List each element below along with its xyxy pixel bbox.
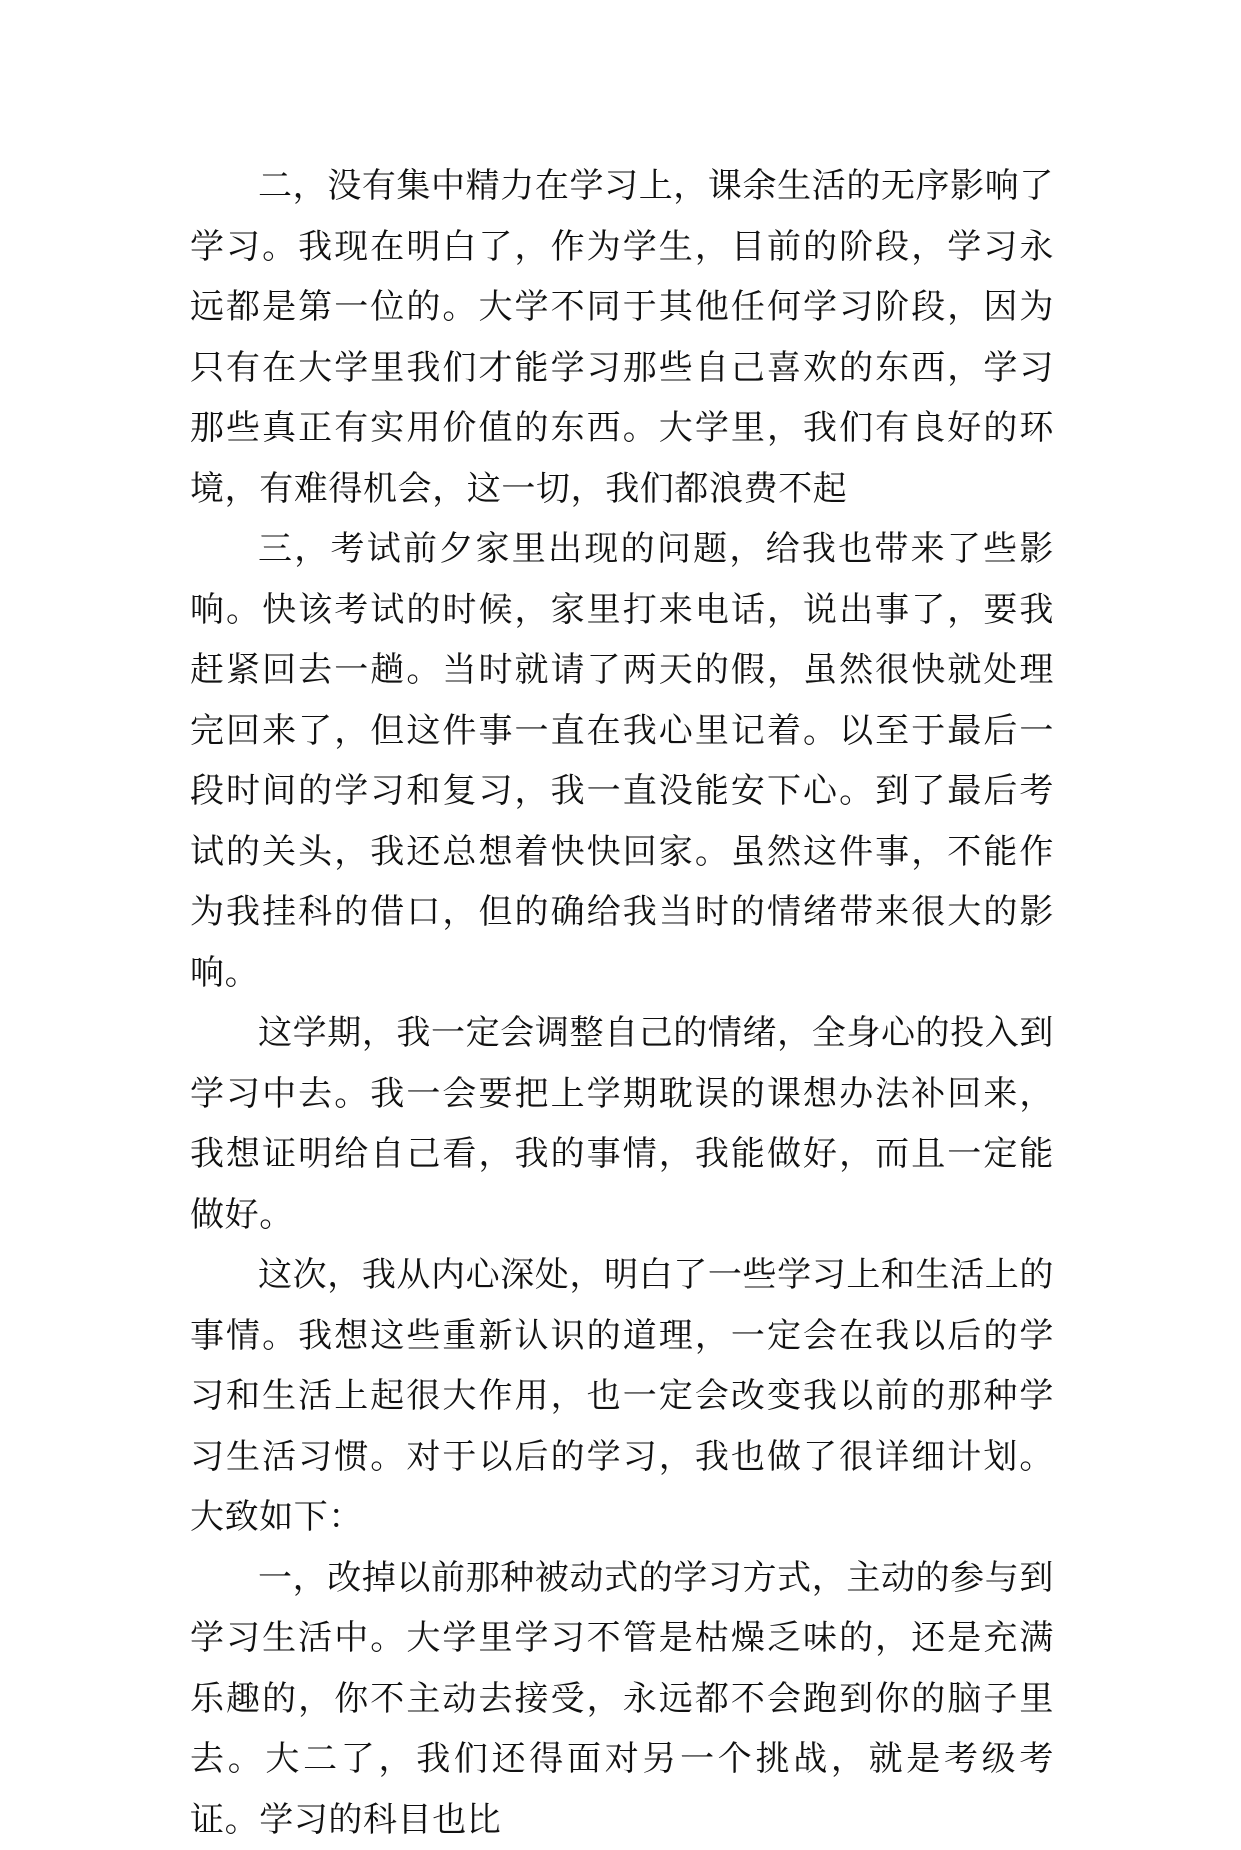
paragraph-point-three: 三，考试前夕家里出现的问题，给我也带来了些影响。快该考试的时候，家里打来电话，说出事了，要我赶紧回去一趟。当时就请了两天的假，虽然很快就处理完回来了，但这件事一直在我心里记着。以至于最后一段时间的学习和复习，我一直没能安下心。到了最后考试的关头，我还总想着快快回家。虽然这件事，不能作为我挂科的借口，但的确给我当时的情绪带来很大的影响。 <box>190 519 1054 1003</box>
document-body <box>190 156 1054 1850</box>
paragraph-plan-one: 一，改掉以前那种被动式的学习方式，主动的参与到学习生活中。大学里学习不管是枯燥乏味的，还是充满乐趣的，你不主动去接受，永远都不会跑到你的脑子里去。大二了，我们还得面对另一个挑战，就是考级考证。学习的科目也比 <box>190 1548 1054 1850</box>
paragraph-this-time: 这次，我从内心深处，明白了一些学习上和生活上的事情。我想这些重新认识的道理，一定会在我以后的学习和生活上起很大作用，也一定会改变我以前的那种学习生活习惯。对于以后的学习，我也做了很详细计划。大致如下： <box>190 1245 1054 1548</box>
paragraph-this-semester: 这学期，我一定会调整自己的情绪，全身心的投入到学习中去。我一会要把上学期耽误的课想办法补回来，我想证明给自己看，我的事情，我能做好，而且一定能做好。 <box>190 1003 1054 1245</box>
paragraph-point-two: 二，没有集中精力在学习上，课余生活的无序影响了学习。我现在明白了，作为学生，目前的阶段，学习永远都是第一位的。大学不同于其他任何学习阶段，因为只有在大学里我们才能学习那些自己喜欢的东西，学习那些真正有实用价值的东西。大学里，我们有良好的环境，有难得机会，这一切，我们都浪费不起 <box>190 156 1054 519</box>
